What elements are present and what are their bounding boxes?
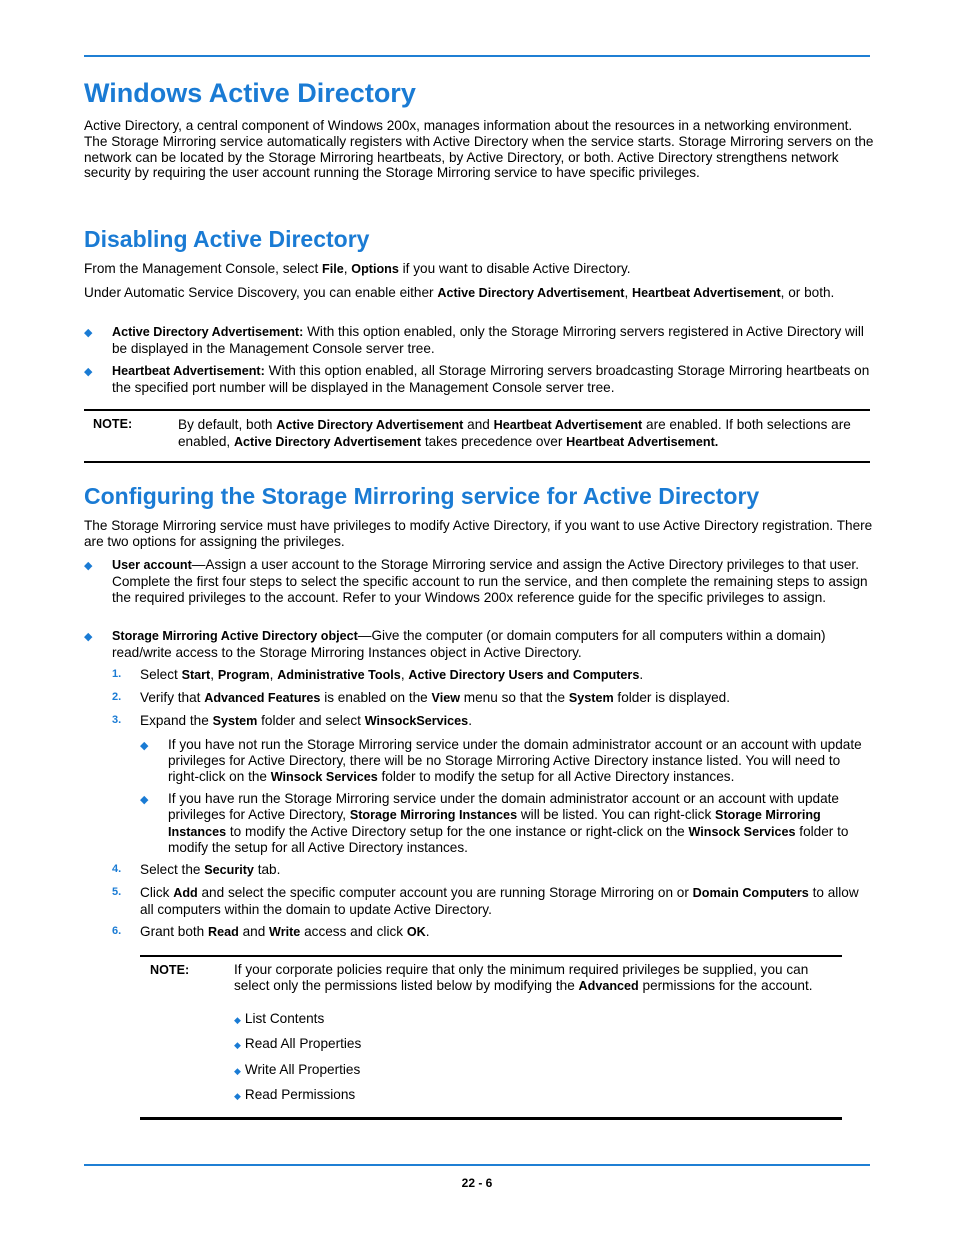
- step-5: 5. Click Add and select the specific computer account you are running Storage Mirroring on or Domain Computers to allow all computers within the domain to update Active Directory.: [112, 885, 859, 917]
- sub-bullet-no-instance: ◆ If you have not run the Storage Mirroring service under the domain administrator account or an account with update privileges for Active Directory, there will be no Storage Mirroring Active Directory instance listed. You will need to right-click on the Winsock Services folder to modify the setup for all Active Directory instances.: [140, 737, 862, 784]
- disabling-para-1: From the Management Console, select File, Options if you want to disable Active Directory.: [84, 261, 631, 276]
- bullet-ad-object: ◆ Storage Mirroring Active Directory object—Give the computer (or domain computers for all computers within a domain) read/write access to the Storage Mirroring Instances object in Active Directory.: [84, 628, 826, 660]
- diamond-bullet-icon: ◆: [84, 560, 93, 572]
- diamond-bullet-icon: ◆: [234, 1014, 241, 1025]
- intro-paragraph: Active Directory, a central component of Windows 200x, manages information about the resources in a networking environment. The Storage Mirroring service automatically registers with Active Directory when the service starts. Storage Mirroring servers on the network can be located by the Storage Mirroring heartbeats, by Active Directory, or both. Active Directory strengthens network security by requiring the user account running the Storage Mirroring service to have specific privileges.: [84, 118, 874, 181]
- bullet-user-account: ◆ User account—Assign a user account to the Storage Mirroring service and assign the Active Directory privileges to that user. Complete the first four steps to select the specific account to run the service, and then complete the remaining steps to assign the required privileges to the account. Refer to your Windows 200x reference guide for the specific privileges to assign.: [84, 557, 868, 605]
- page-number: 22 - 6: [461, 1176, 493, 1190]
- diamond-bullet-icon: ◆: [234, 1040, 241, 1051]
- note-text: If your corporate policies require that only the minimum required privileges be supplied, you can select only the permissions listed below by modifying the Advanced permissions for the account. ◆ List Contents ◆ Read All Properties ◆ Write All Properties ◆ Read Permissions: [234, 957, 842, 1117]
- sub-bullet-instances-listed: ◆ If you have run the Storage Mirroring service under the domain administrator account or an account with update privileges for Active Directory, Storage Mirroring Instances will be listed. You can right-click Storage Mirroring Instances to modify the Active Directory setup for the one instance or right-click on the Winsock Services folder to modify the setup for all Active Directory instances.: [140, 791, 849, 856]
- section-heading-configuring: Configuring the Storage Mirroring service for Active Directory: [84, 483, 760, 509]
- list-item: ◆ List Contents: [234, 1010, 325, 1026]
- step-2: 2. Verify that Advanced Features is enabled on the View menu so that the System folder is displayed.: [112, 690, 731, 705]
- diamond-bullet-icon: ◆: [140, 794, 149, 806]
- step-1: 1. Select Start, Program, Administrative Tools, Active Directory Users and Computers.: [112, 667, 644, 682]
- diamond-bullet-icon: ◆: [84, 327, 93, 339]
- bottom-rule: [84, 1164, 870, 1166]
- top-rule: [84, 55, 870, 57]
- section-heading-disabling: Disabling Active Directory: [84, 226, 370, 252]
- diamond-bullet-icon: ◆: [234, 1065, 241, 1076]
- permissions-list: [234, 1007, 842, 1109]
- note-text: By default, both Active Directory Advertisement and Heartbeat Advertisement are enabled. If both selections are enabled, Active Directory Advertisement takes precedence over Heartbeat Advertisement.: [178, 417, 851, 449]
- bullet-heartbeat-advertisement: ◆ Heartbeat Advertisement: With this option enabled, all Storage Mirroring servers broadcasting Storage Mirroring heartbeats on the specified port number will be displayed in the Management Console server tree.: [84, 363, 870, 395]
- note-box-permissions: NOTE: If your corporate policies require that only the minimum required privileges be supplied, you can select only the permissions listed below by modifying the Advanced permissions for the account. ◆ List Contents ◆ Read All Properties ◆ Write All Properties ◆ Read Permissions: [140, 955, 842, 1120]
- page-title: Windows Active Directory: [84, 78, 416, 108]
- list-item: ◆ Read All Properties: [234, 1036, 362, 1052]
- diamond-bullet-icon: ◆: [84, 631, 93, 643]
- step-4: 4. Select the Security tab.: [112, 862, 281, 877]
- diamond-bullet-icon: ◆: [140, 740, 149, 752]
- step-3: 3. Expand the System folder and select WinsockServices.: [112, 713, 472, 728]
- configuring-intro: The Storage Mirroring service must have privileges to modify Active Directory, if you want to use Active Directory registration. There are two options for assigning the privileges.: [84, 518, 873, 549]
- diamond-bullet-icon: ◆: [234, 1091, 241, 1102]
- diamond-bullet-icon: ◆: [84, 366, 93, 378]
- list-item: ◆ Read Permissions: [234, 1087, 356, 1103]
- bullet-ad-advertisement: ◆ Active Directory Advertisement: With this option enabled, only the Storage Mirroring servers registered in Active Directory will be displayed in the Management Console server tree.: [84, 324, 864, 356]
- note-box-advertisement: NOTE: By default, both Active Directory Advertisement and Heartbeat Advertisement are enabled. If both selections are enabled, Active Directory Advertisement takes precedence over Heartbeat Advertisement.: [84, 409, 870, 463]
- list-item: ◆ Write All Properties: [234, 1061, 361, 1077]
- step-6: 6. Grant both Read and Write access and click OK.: [112, 924, 430, 939]
- disabling-para-2: Under Automatic Service Discovery, you can enable either Active Directory Advertisement, Heartbeat Advertisement, or both.: [84, 285, 835, 300]
